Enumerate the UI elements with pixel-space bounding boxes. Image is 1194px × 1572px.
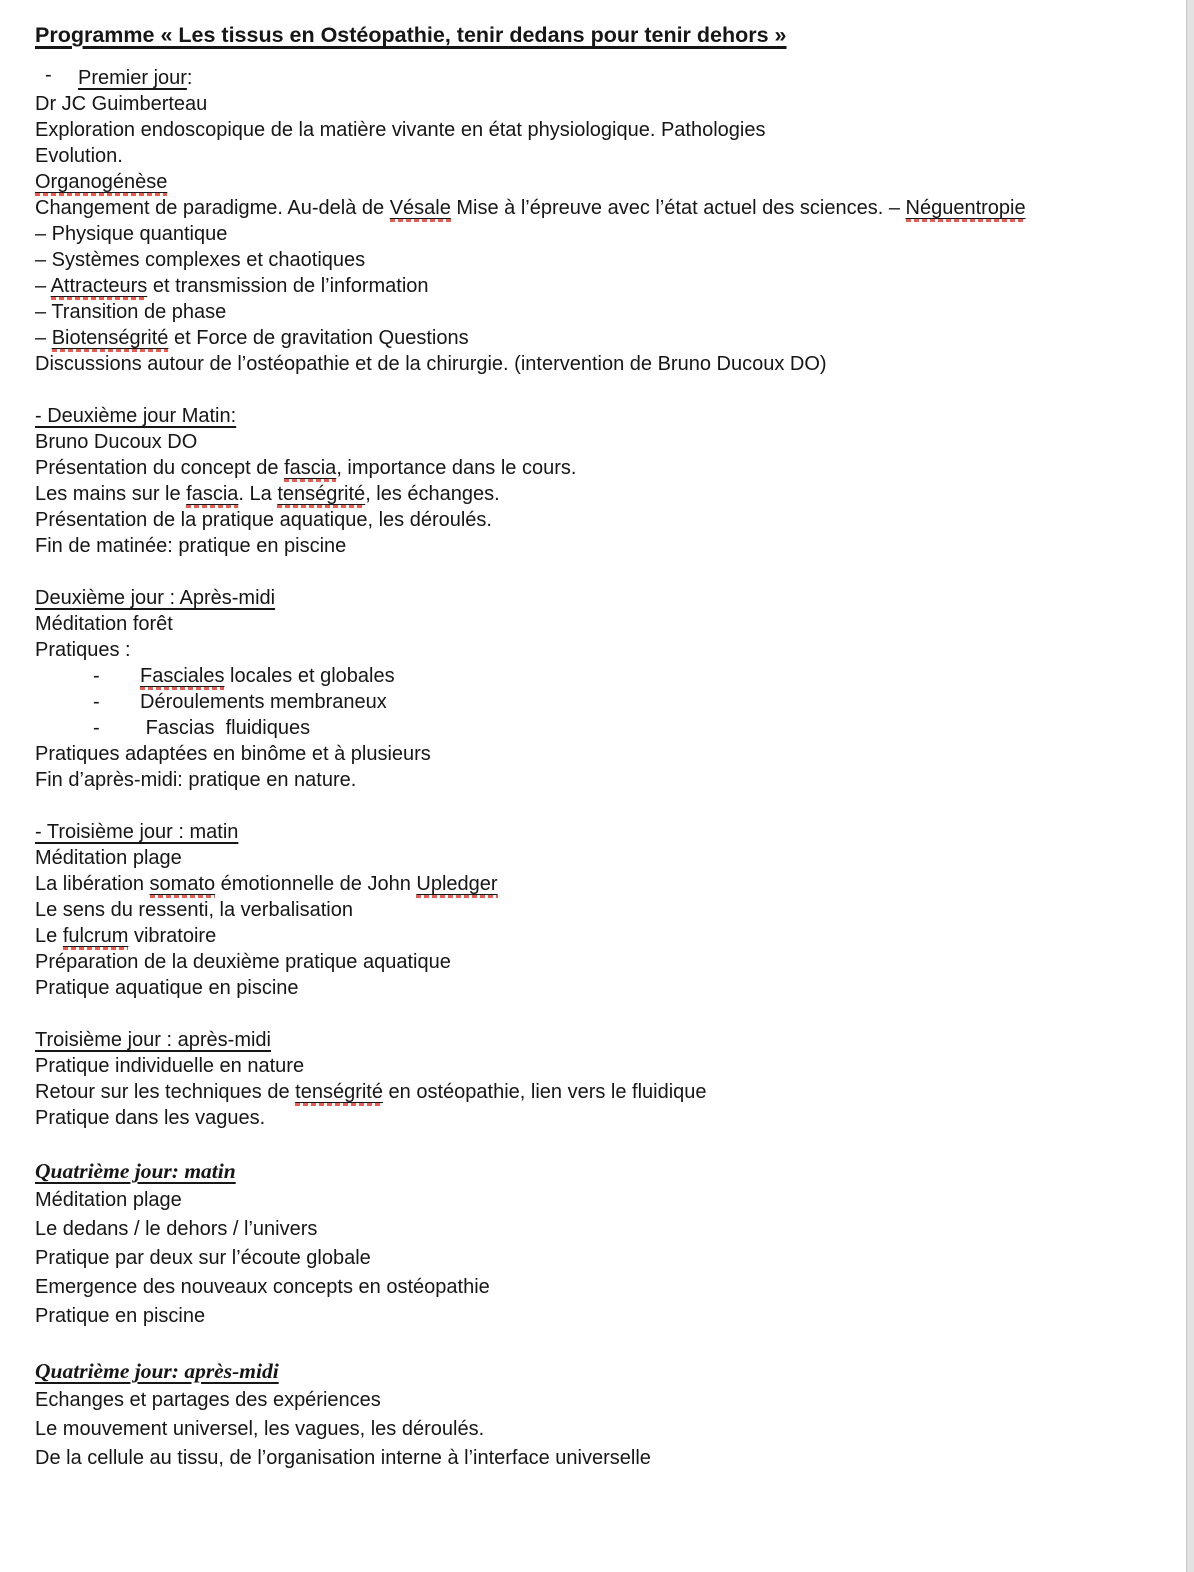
text-segment: – (35, 327, 52, 349)
text-segment: Retour sur les techniques de (35, 1081, 296, 1103)
text-segment: Echanges et partages des expériences (35, 1389, 381, 1411)
misspelled-word: Vésale (390, 197, 451, 222)
text-line (35, 1302, 1139, 1331)
text-line (35, 195, 1139, 221)
section-heading (35, 1027, 1139, 1053)
text-segment: Pratique dans les vagues. (35, 1107, 266, 1129)
misspelled-word: Organogénèse (35, 171, 167, 196)
text-segment: , les échanges. (365, 483, 500, 505)
blank-line (35, 1331, 1139, 1357)
text-line (35, 871, 1139, 897)
underlined-text: - Troisième jour : matin (35, 821, 239, 843)
underlined-text: Troisième jour : après-midi (35, 1029, 271, 1051)
text-segment: De la cellule au tissu, de l’organisation interne à l’interface universelle (35, 1447, 651, 1469)
text-line (35, 299, 1139, 325)
misspelled-word: Fasciales (140, 665, 224, 690)
list-item (35, 715, 1139, 741)
text-line (35, 455, 1139, 481)
misspelled-word: fascia (284, 457, 336, 482)
text-line (35, 897, 1139, 923)
text-segment: vibratoire (128, 925, 217, 947)
bullet-dash: - (93, 665, 100, 687)
text-line (35, 351, 1139, 377)
scrollbar-track[interactable] (1186, 0, 1194, 1572)
text-line (35, 481, 1139, 507)
section-heading (35, 403, 1139, 429)
list-item (35, 689, 1139, 715)
blank-line (35, 377, 1139, 403)
misspelled-word: tenségrité (277, 483, 365, 508)
text-segment: Méditation plage (35, 1189, 182, 1211)
text-segment: locales et globales (224, 665, 395, 687)
text-line (35, 325, 1139, 351)
bullet-dash: - (93, 691, 100, 713)
section-heading (35, 585, 1139, 611)
text-segment: en ostéopathie, lien vers le fluidique (383, 1081, 707, 1103)
text-line (35, 1386, 1139, 1415)
text-segment: La libération (35, 873, 150, 895)
text-line (35, 91, 1139, 117)
text-segment: Fascias fluidiques (140, 717, 311, 739)
text-line (35, 741, 1139, 767)
document-title (35, 22, 1139, 49)
text-line (35, 429, 1139, 455)
text-segment: Déroulements membraneux (140, 691, 387, 713)
text-segment: – Systèmes complexes et chaotiques (35, 249, 366, 271)
text-segment: Les mains sur le (35, 483, 187, 505)
text-segment: Fin de matinée: pratique en piscine (35, 535, 347, 557)
text-line (35, 949, 1139, 975)
text-line (35, 533, 1139, 559)
text-line (35, 1053, 1139, 1079)
text-segment: Le dedans / le dehors / l’univers (35, 1218, 318, 1240)
text-segment: – Transition de phase (35, 301, 227, 323)
text-segment: Méditation forêt (35, 613, 173, 635)
text-segment: Fin d’après-midi: pratique en nature. (35, 769, 357, 791)
misspelled-word: fascia (186, 483, 238, 508)
text-line (35, 923, 1139, 949)
text-segment: Méditation plage (35, 847, 182, 869)
text-segment: Mise à l’épreuve avec l’état actuel des sciences. – (450, 197, 906, 219)
blank-line (35, 1131, 1139, 1157)
text-line (35, 611, 1139, 637)
underlined-text: Quatrième jour: matin (35, 1159, 236, 1183)
underlined-text: Quatrième jour: après-midi (35, 1359, 279, 1383)
text-segment: , importance dans le cours. (336, 457, 577, 479)
text-line (35, 1273, 1139, 1302)
text-segment: : (186, 67, 193, 89)
text-segment: Exploration endoscopique de la matière vivante en état physiologique. Pathologies (35, 119, 766, 141)
text-segment: Pratiques : (35, 639, 131, 661)
underlined-text: Premier jour (78, 67, 187, 89)
text-line (35, 1444, 1139, 1473)
blank-line (35, 49, 1139, 65)
section-heading (35, 819, 1139, 845)
text-line (35, 1105, 1139, 1131)
text-segment: Le sens du ressenti, la verbalisation (35, 899, 353, 921)
text-segment: Bruno Ducoux DO (35, 431, 198, 453)
section-heading (35, 1157, 1139, 1186)
bullet-dash: - (45, 64, 52, 86)
text-segment: Emergence des nouveaux concepts en ostéopathie (35, 1276, 490, 1298)
underlined-text: - Deuxième jour Matin: (35, 405, 237, 427)
text-line (35, 169, 1139, 195)
text-segment: Présentation du concept de (35, 457, 285, 479)
text-segment: Discussions autour de l’ostéopathie et de la chirurgie. (intervention de Bruno Ducoux DO) (35, 353, 827, 375)
text-segment: Pratique individuelle en nature (35, 1055, 305, 1077)
text-segment: et transmission de l’information (147, 275, 429, 297)
text-segment: Pratique par deux sur l’écoute globale (35, 1247, 371, 1269)
text-segment: Pratique aquatique en piscine (35, 977, 299, 999)
blank-line (35, 793, 1139, 819)
text-segment: Evolution. (35, 145, 123, 167)
text-line (35, 1244, 1139, 1273)
text-segment: et Force de gravitation Questions (168, 327, 469, 349)
list-item (35, 663, 1139, 689)
text-line (35, 975, 1139, 1001)
text-segment: . La (238, 483, 278, 505)
text-line (35, 507, 1139, 533)
text-line (35, 845, 1139, 871)
bullet-dash: - (93, 717, 100, 739)
blank-line (35, 559, 1139, 585)
misspelled-word: somato (150, 873, 216, 898)
section-heading (35, 1357, 1139, 1386)
text-segment: Le (35, 925, 63, 947)
text-segment: – Physique quantique (35, 223, 228, 245)
text-segment: – (35, 275, 51, 297)
blank-line (35, 1001, 1139, 1027)
text-segment: Pratiques adaptées en binôme et à plusieurs (35, 743, 431, 765)
underlined-text: Programme « Les tissus en Ostéopathie, tenir dedans pour tenir dehors » (35, 23, 787, 47)
text-segment: Présentation de la pratique aquatique, les déroulés. (35, 509, 492, 531)
text-line (35, 221, 1139, 247)
text-segment: Pratique en piscine (35, 1305, 206, 1327)
text-line (35, 767, 1139, 793)
misspelled-word: Néguentropie (906, 197, 1026, 222)
misspelled-word: Attracteurs (51, 275, 148, 300)
text-line (35, 117, 1139, 143)
text-segment: Préparation de la deuxième pratique aquatique (35, 951, 451, 973)
text-line (35, 1415, 1139, 1444)
misspelled-word: Upledger (416, 873, 497, 898)
misspelled-word: Biotenségrité (52, 327, 169, 352)
underlined-text: Deuxième jour : Après-midi (35, 587, 276, 609)
text-segment: Dr JC Guimberteau (35, 93, 208, 115)
text-line (35, 273, 1139, 299)
list-item (35, 65, 1139, 91)
text-line (35, 143, 1139, 169)
text-line (35, 1215, 1139, 1244)
misspelled-word: fulcrum (63, 925, 129, 950)
misspelled-word: tenségrité (295, 1081, 383, 1106)
text-line (35, 637, 1139, 663)
text-line (35, 247, 1139, 273)
text-line (35, 1079, 1139, 1105)
text-segment: Le mouvement universel, les vagues, les déroulés. (35, 1418, 485, 1440)
text-segment: émotionnelle de John (215, 873, 417, 895)
text-line (35, 1186, 1139, 1215)
text-segment: Changement de paradigme. Au-delà de (35, 197, 390, 219)
